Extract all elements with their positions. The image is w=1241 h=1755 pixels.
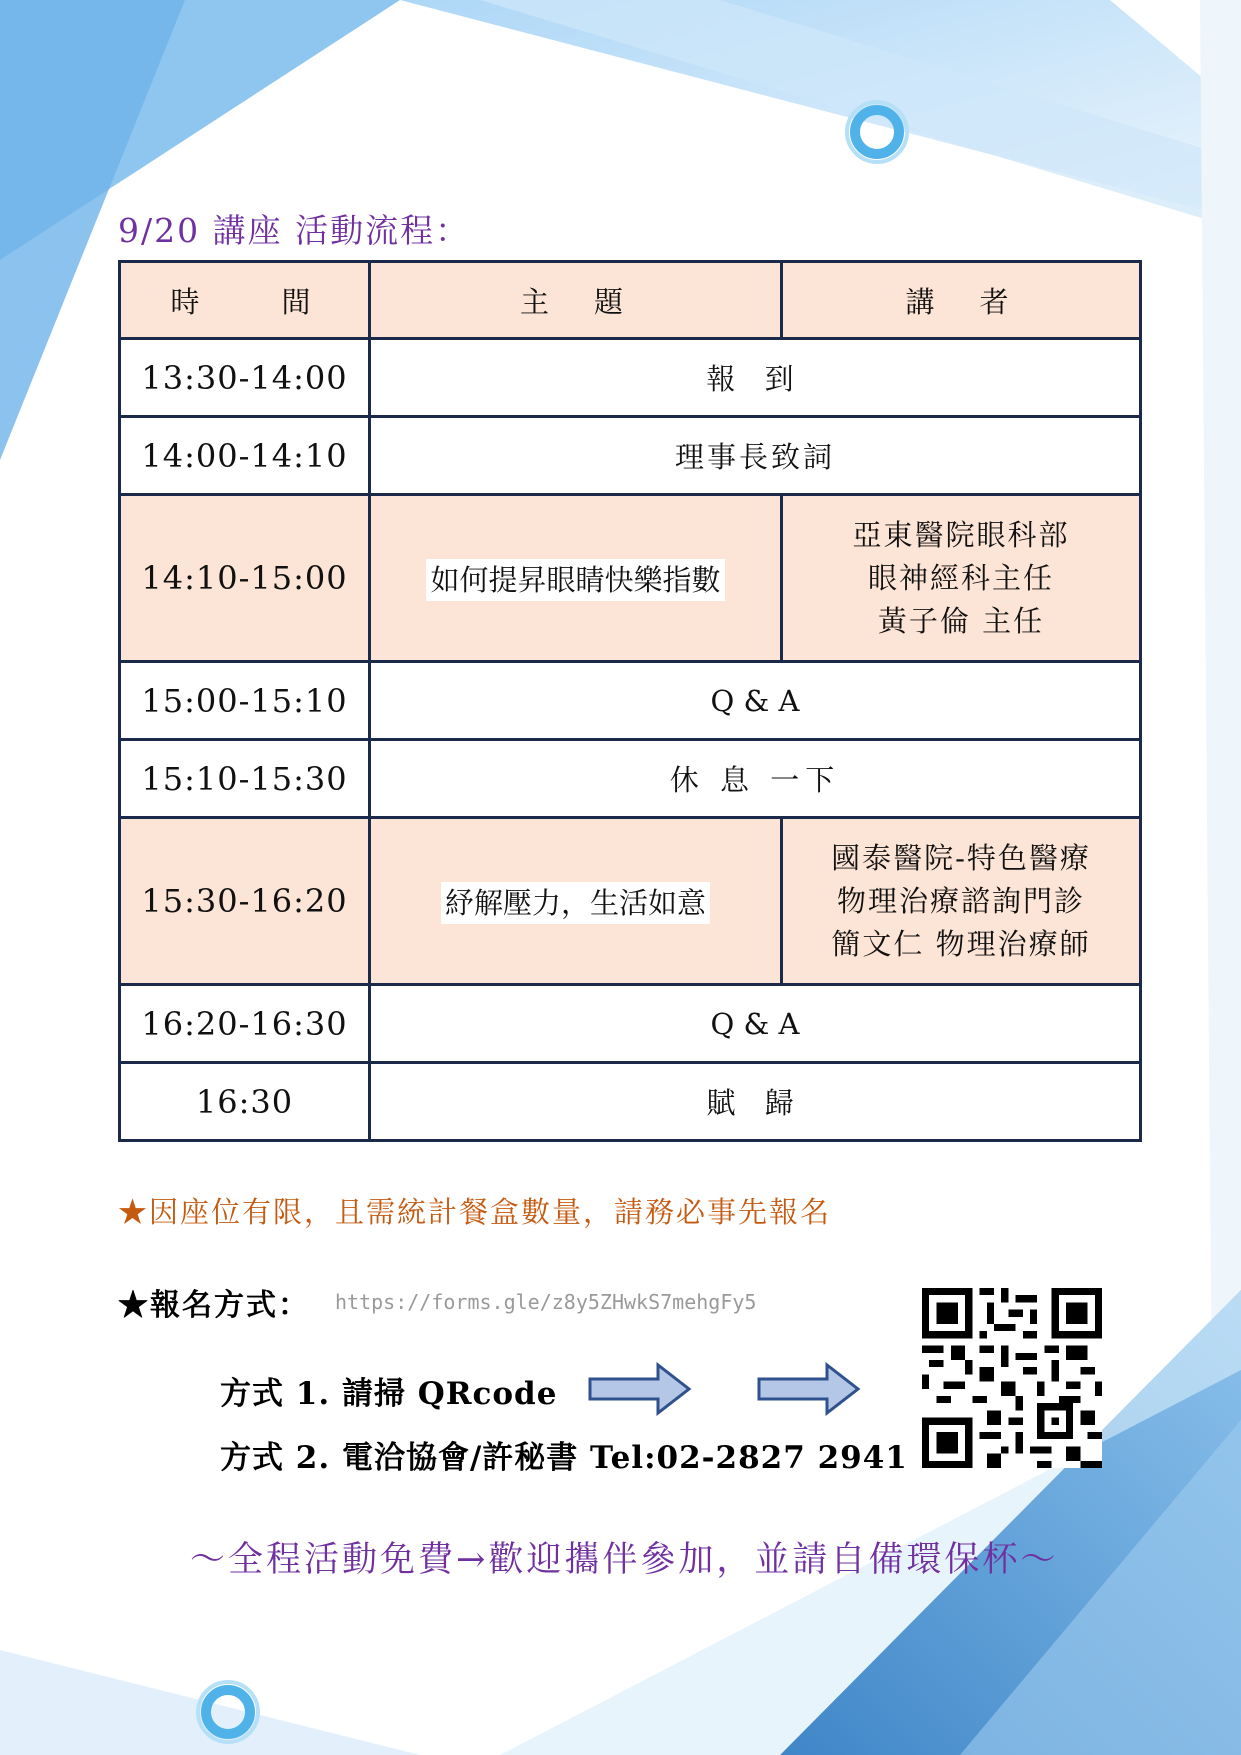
table-row <box>120 1063 1141 1141</box>
header-time: 時 間 <box>120 262 370 339</box>
table-row <box>120 339 1141 417</box>
time-cell: 14:00-14:10 <box>120 417 370 495</box>
schedule-table <box>118 260 1142 1142</box>
table-row <box>120 417 1141 495</box>
method-phone: 方式 2. 電洽協會/許秘書 Tel:02-2827 2941 <box>220 1440 908 1476</box>
table-header-row <box>120 262 1141 339</box>
time-cell: 14:10-15:00 <box>120 495 370 662</box>
table-row <box>120 740 1141 818</box>
registration-notice: ★因座位有限，且需統計餐盒數量，請務必事先報名 <box>118 1195 832 1229</box>
topic-cell <box>370 495 782 662</box>
header-topic: 主 題 <box>370 262 782 339</box>
qr-code-icon[interactable] <box>922 1288 1102 1468</box>
content-cell: 休 息 一下 <box>370 740 1141 818</box>
table-row <box>120 662 1141 740</box>
footer-message: ～全程活動免費→歡迎攜伴參加，並請自備環保杯～ <box>190 1540 1059 1580</box>
speaker-cell <box>782 818 1141 985</box>
topic-text: 如何提昇眼睛快樂指數 <box>426 559 724 601</box>
time-cell: 16:20-16:30 <box>120 985 370 1063</box>
time-cell: 15:10-15:30 <box>120 740 370 818</box>
speaker-line: 黃子倫 主任 <box>877 603 1045 638</box>
method-qrcode: 方式 1. 請掃 QRcode <box>220 1376 558 1412</box>
speaker-line: 國泰醫院-特色醫療 <box>831 840 1091 875</box>
time-cell: 15:30-16:20 <box>120 818 370 985</box>
registration-title: ★報名方式： <box>118 1288 310 1323</box>
speaker-line: 物理治療諮詢門診 <box>836 883 1085 918</box>
speaker-line: 眼神經科主任 <box>867 560 1054 595</box>
right-arrow-icon <box>757 1362 861 1416</box>
speaker-line: 簡文仁 物理治療師 <box>831 926 1091 961</box>
content-cell: 報 到 <box>370 339 1141 417</box>
topic-text: 紓解壓力，生活如意 <box>441 882 710 924</box>
content-cell: 賦 歸 <box>370 1063 1141 1141</box>
right-arrow-icon <box>588 1362 692 1416</box>
registration-link[interactable]: https://forms.gle/z8y5ZHwkS7mehgFy5 <box>335 1290 757 1314</box>
time-cell: 16:30 <box>120 1063 370 1141</box>
content-cell: Q & A <box>370 985 1141 1063</box>
speaker-cell <box>782 495 1141 662</box>
content-cell: 理事長致詞 <box>370 417 1141 495</box>
time-cell: 15:00-15:10 <box>120 662 370 740</box>
schedule-heading: 9/20 講座 活動流程： <box>118 211 471 250</box>
topic-cell <box>370 818 782 985</box>
table-row <box>120 985 1141 1063</box>
content-cell: Q & A <box>370 662 1141 740</box>
table-row <box>120 818 1141 985</box>
header-speaker: 講 者 <box>782 262 1141 339</box>
speaker-line: 亞東醫院眼科部 <box>852 517 1070 552</box>
time-cell: 13:30-14:00 <box>120 339 370 417</box>
table-row <box>120 495 1141 662</box>
